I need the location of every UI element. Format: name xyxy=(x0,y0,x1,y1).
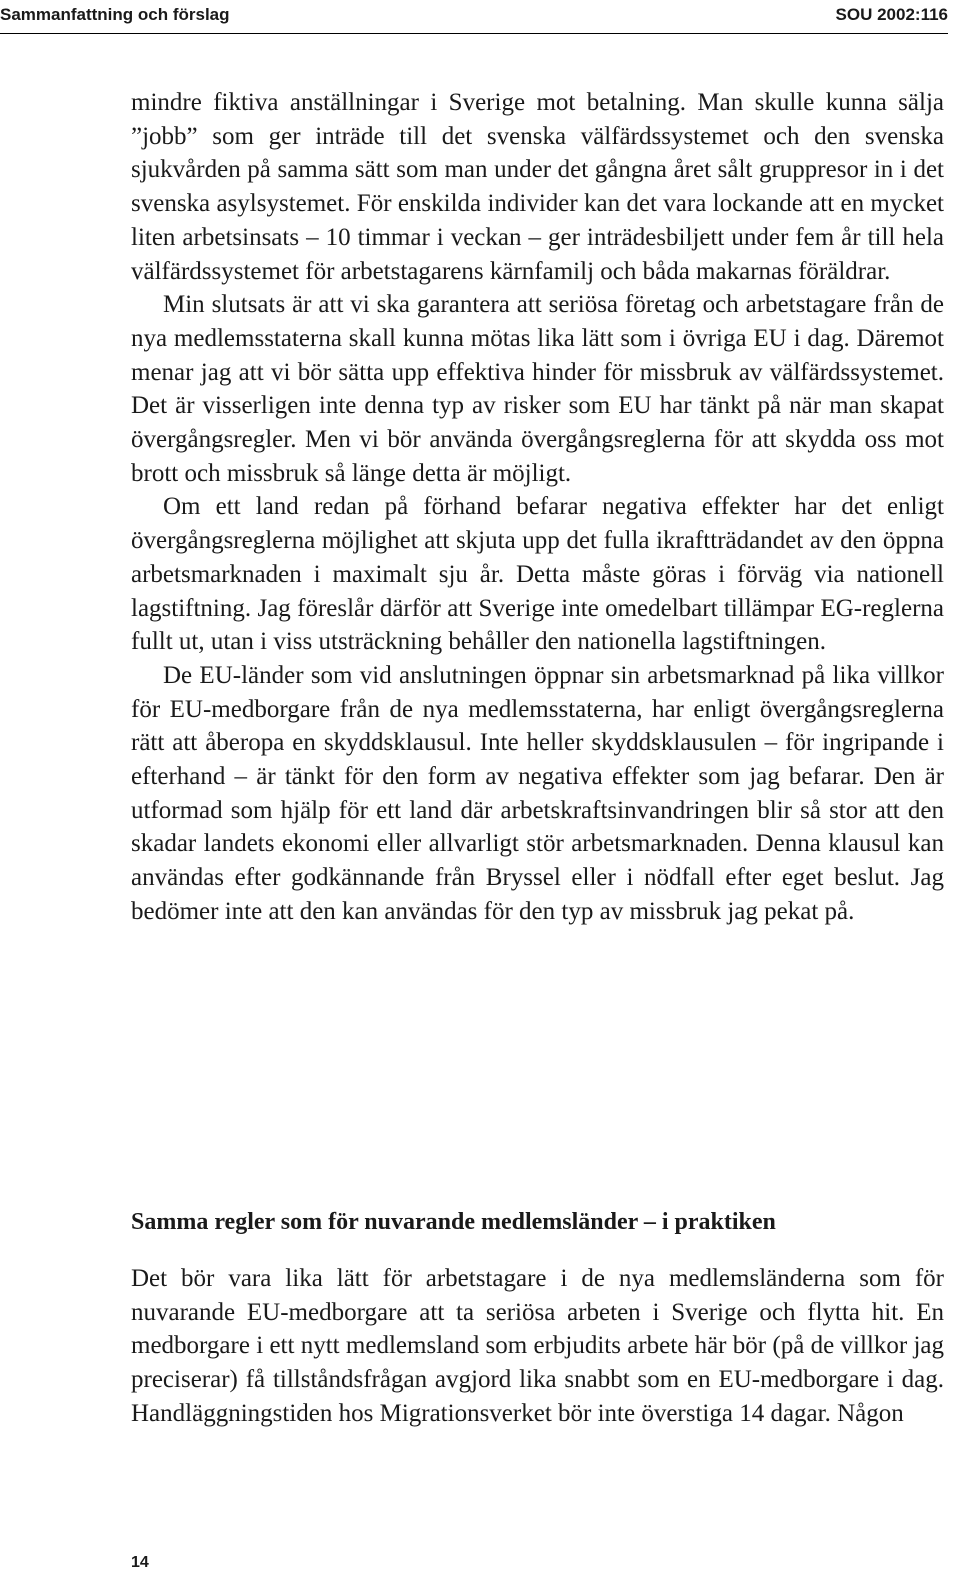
paragraph-2: Min slutsats är att vi ska garantera att seriösa företag och arbetstagare från de nya medlemsstaterna skall kunna mötas lika lätt som i övriga EU i dag. Däremot menar jag att vi bör sätta upp effektiva hinder för missbruk av välfärdssystemet. Det är visserligen inte denna typ av risker som EU har tänkt på när man skapat övergångsregler. Men vi bör använda övergångsreglerna för att skydda oss mot brott och missbruk så länge detta är möjligt. xyxy=(131,291,944,487)
paragraph-4: De EU-länder som vid anslutningen öppnar sin arbetsmarknad på lika villkor för EU-medborgare från de nya medlemsstaterna, har enligt övergångsreglerna rätt att åberopa en skyddsklausul. Inte heller skyddsklausulen – för ingripande i efterhand – är tänkt för den form av negativa effekter som jag befarar. Den är utformad som hjälp för ett land där arbetskraftsinvandringen blir så stor att den skadar landets ekonomi eller allvarligt stör arbetsmarknaden. Denna klausul kan användas efter godkännande från Bryssel eller i nödfall efter eget beslut. Jag bedömer inte att den kan användas för den typ av missbruk jag pekat på. xyxy=(131,661,944,925)
section-text xyxy=(131,1262,944,1431)
section-paragraph: Det bör vara lika lätt för arbetstagare i de nya medlemsländerna som för nuvarande EU-medborgare att ta seriösa arbeten i Sverige och flytta hit. En medborgare i ett nytt medlemsland som erbjudits arbete här bör (på de villkor jag preciserar) få tillståndsfrågan avgjord lika snabbt som en EU-medborgare i dag. Handläggningstiden hos Migrationsverket bör inte överstiga 14 dagar. Någon xyxy=(131,1265,944,1427)
paragraph-3: Om ett land redan på förhand befarar negativa effekter har det enligt övergångsreglerna möjlighet att skjuta upp det fulla ikraftträdandet av den öppna arbetsmarknaden i maximalt sju år. Detta måste göras i förväg via nationell lagstiftning. Jag föreslår därför att Sverige inte omedelbart tillämpar EG-reglerna fullt ut, utan i viss utsträckning behåller den nationella lagstiftningen. xyxy=(131,493,944,656)
paragraph-1: mindre fiktiva anställningar i Sverige mot betalning. Man skulle kunna sälja ”jobb” som ger inträde till det svenska välfärdssystemet och den svenska sjukvården på samma sätt som man under det gångna året sålt gruppresor in i det svenska asylsystemet. För enskilda individer kan det vara lockande att en mycket liten arbetsinsats – 10 timmar i veckan – ger inträdesbiljett under fem år till hela välfärdssystemet för arbetstagarens kärnfamilj och båda makarnas föräldrar. xyxy=(131,89,944,285)
running-header xyxy=(0,2,948,28)
header-document-id: SOU 2002:116 xyxy=(835,5,948,24)
header-divider xyxy=(0,33,948,34)
header-section-title: Sammanfattning och förslag xyxy=(0,5,230,24)
page-number: 14 xyxy=(131,1554,149,1571)
main-text xyxy=(131,86,944,929)
section-heading: Samma regler som för nuvarande medlemsländer – i praktiken xyxy=(131,1209,776,1235)
